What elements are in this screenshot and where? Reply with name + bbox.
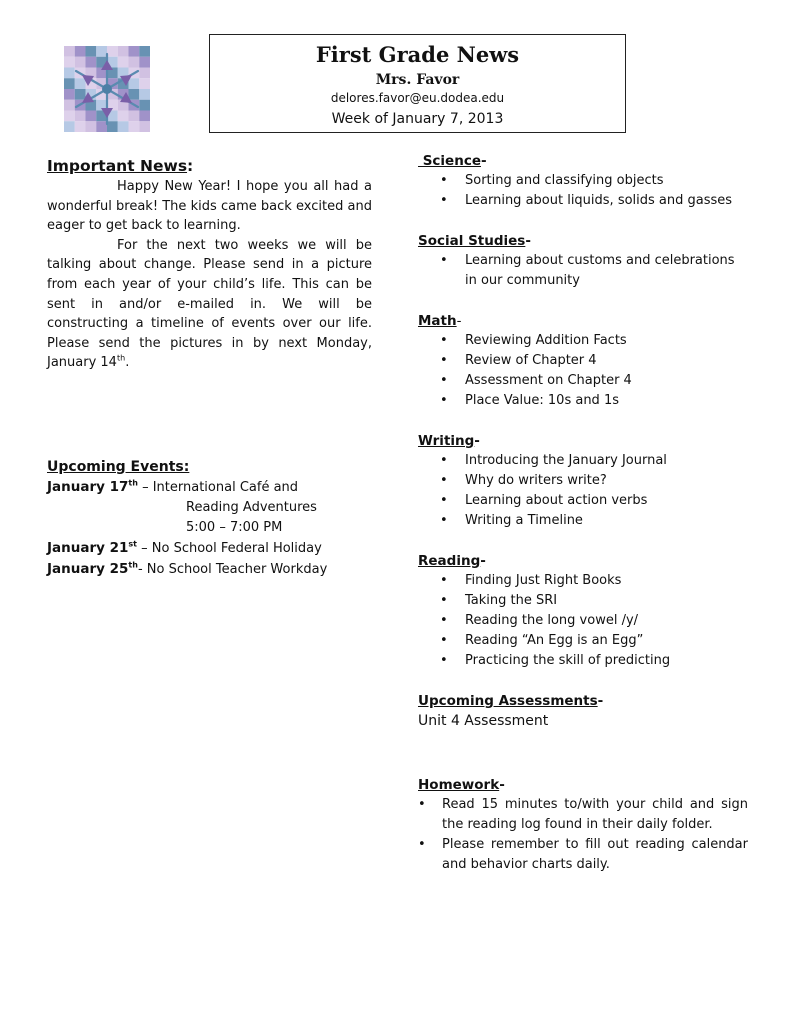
list-item: • Read 15 minutes to/with your child and sign the reading log found in their daily folder.: [418, 797, 748, 832]
list-item: • Learning about liquids, solids and gasses: [418, 191, 748, 211]
event-item-time: 5:00 – 7:00 PM: [186, 520, 283, 535]
bullet-icon: •: [440, 633, 448, 648]
list-item: • Why do writers write?: [418, 471, 748, 491]
important-news-paragraph-1: Happy New Year! I hope you all had a wonderful break! The kids came back excited and eager to get back to learning.: [47, 179, 372, 234]
upcoming-assessments-section: [418, 691, 748, 731]
reading-list: [418, 571, 748, 671]
teacher-email: delores.favor@eu.dodea.edu: [330, 91, 505, 105]
science-title: Science-: [418, 153, 487, 169]
list-item: • Reviewing Addition Facts: [418, 331, 748, 351]
important-news-title: Important News:: [47, 157, 194, 175]
social-studies-section: [418, 231, 748, 291]
list-item: • Assessment on Chapter 4: [418, 371, 748, 391]
bullet-icon: •: [440, 653, 448, 668]
newsletter-title: First Grade News: [315, 42, 520, 67]
list-item: • Writing a Timeline: [418, 511, 748, 531]
list-item: • Taking the SRI: [418, 591, 748, 611]
list-item: • Introducing the January Journal: [418, 451, 748, 471]
bullet-icon: •: [440, 353, 448, 368]
upcoming-events-title: Upcoming Events:: [47, 459, 190, 475]
bullet-icon: •: [440, 373, 448, 388]
bullet-icon: •: [440, 613, 448, 628]
bullet-icon: •: [418, 797, 426, 812]
bullet-icon: •: [440, 253, 448, 268]
bullet-icon: •: [440, 473, 448, 488]
homework-section: [418, 775, 748, 875]
math-section: [418, 311, 748, 411]
social-studies-list: [418, 251, 748, 291]
list-item: • Learning about customs and celebrations in our community: [440, 253, 735, 288]
list-item: • Reading the long vowel /y/: [418, 611, 748, 631]
bullet-icon: •: [440, 393, 448, 408]
subjects-column: [418, 151, 748, 895]
event-item: January 21st – No School Federal Holiday: [47, 539, 322, 556]
bullet-icon: •: [440, 493, 448, 508]
writing-title: Writing-: [418, 433, 480, 449]
math-title: Math-: [418, 313, 462, 329]
upcoming-assessments-title: Upcoming Assessments-: [418, 693, 604, 709]
upcoming-events-section: [47, 457, 367, 580]
list-item: • Reading “An Egg is an Egg”: [418, 631, 748, 651]
social-studies-title: Social Studies-: [418, 233, 531, 249]
bullet-icon: •: [440, 513, 448, 528]
writing-section: [418, 431, 748, 531]
list-item: • Finding Just Right Books: [418, 571, 748, 591]
snowflake-quilt-icon: [64, 46, 150, 132]
important-news-paragraph-2: For the next two weeks we will be talking about change. Please send in a picture from each year of your child’s life. This can be sent in and/or e-mailed in. We will be constructing a timeline of events over our life. Please send the pictures in by next Monday, January 14th.: [47, 237, 372, 371]
week-label: Week of January 7, 2013: [331, 111, 504, 127]
event-item: January 25th- No School Teacher Workday: [47, 560, 328, 577]
list-item: • Review of Chapter 4: [418, 351, 748, 371]
bullet-icon: •: [440, 593, 448, 608]
homework-list: [418, 795, 748, 875]
list-item: • Place Value: 10s and 1s: [418, 391, 748, 411]
list-item: • Sorting and classifying objects: [418, 171, 748, 191]
reading-title: Reading-: [418, 553, 486, 569]
event-item: January 17th – International Café and: [47, 478, 299, 495]
list-item: • Learning about action verbs: [418, 491, 748, 511]
science-list: [418, 171, 748, 211]
newsletter-header: [209, 34, 626, 133]
science-section: [418, 151, 748, 211]
list-item: • Practicing the skill of predicting: [418, 651, 748, 671]
teacher-name: Mrs. Favor: [375, 72, 460, 88]
list-item: • Please remember to fill out reading calendar and behavior charts daily.: [418, 837, 748, 872]
assessment-text: Unit 4 Assessment: [418, 713, 549, 729]
bullet-icon: •: [440, 453, 448, 468]
bullet-icon: •: [440, 173, 448, 188]
math-list: [418, 331, 748, 411]
bullet-icon: •: [440, 573, 448, 588]
writing-list: [418, 451, 748, 531]
event-item-continuation: Reading Adventures: [186, 500, 317, 515]
bullet-icon: •: [418, 837, 426, 852]
bullet-icon: •: [440, 193, 448, 208]
reading-section: [418, 551, 748, 671]
important-news-section: [47, 155, 372, 373]
homework-title: Homework-: [418, 777, 505, 793]
bullet-icon: •: [440, 333, 448, 348]
